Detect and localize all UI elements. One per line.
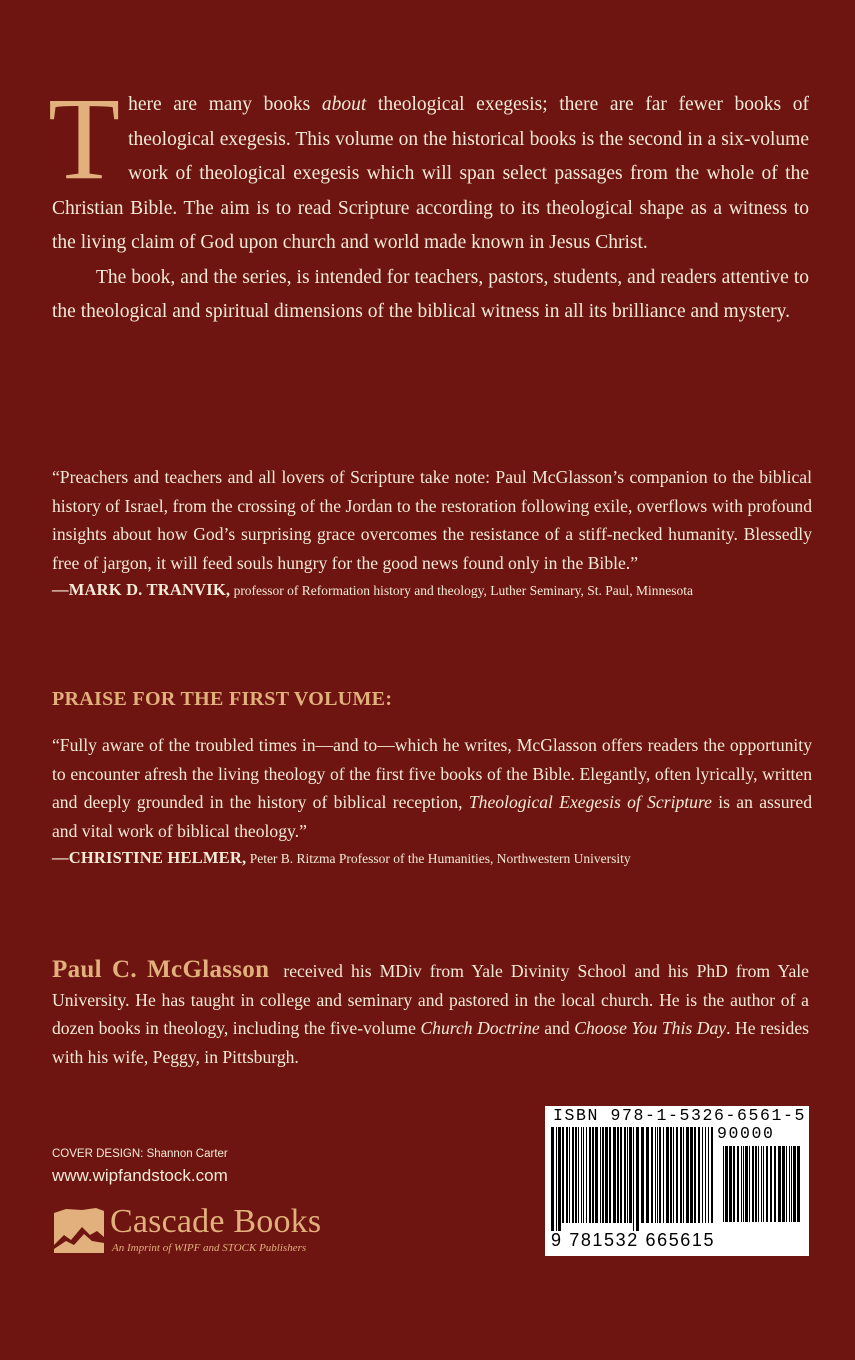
barcode-bar	[657, 1127, 658, 1223]
barcode-bar	[581, 1127, 582, 1223]
barcode-bar	[620, 1127, 622, 1223]
barcode-bar	[636, 1127, 639, 1231]
barcode-bar	[589, 1127, 591, 1223]
barcode-bar	[723, 1146, 724, 1222]
barcode-bar	[655, 1127, 656, 1223]
barcode-bar	[741, 1146, 742, 1222]
barcode-bar	[702, 1127, 703, 1223]
barcode-bar	[627, 1127, 628, 1223]
barcode-bar	[729, 1146, 732, 1222]
barcode-bars	[551, 1127, 717, 1231]
barcode-bar	[572, 1127, 574, 1223]
barcode-bar	[659, 1127, 661, 1223]
praise-heading: PRAISE FOR THE FIRST VOLUME:	[52, 688, 393, 710]
endorsement-tranvik	[52, 463, 812, 604]
barcode-bar	[562, 1127, 564, 1223]
author-name: Paul C. McGlasson	[52, 956, 270, 983]
barcode-bar	[663, 1127, 664, 1223]
barcode-bar	[737, 1146, 739, 1222]
barcode-bar	[575, 1127, 577, 1223]
barcode-bar	[595, 1127, 598, 1223]
barcode-digits: 9 781532 665615	[551, 1230, 716, 1250]
barcode-bar	[791, 1146, 792, 1222]
barcode-bar	[578, 1127, 579, 1223]
barcode-bar	[617, 1127, 619, 1223]
barcode-bar	[673, 1127, 674, 1223]
barcode-bar	[743, 1146, 744, 1222]
barcode-bar	[569, 1127, 570, 1223]
barcode-bar	[670, 1127, 672, 1223]
isbn-barcode	[545, 1106, 809, 1256]
barcode-bar	[583, 1127, 584, 1223]
barcode-bar	[646, 1127, 649, 1223]
barcode-bar	[758, 1146, 759, 1222]
barcode-bar	[686, 1127, 689, 1223]
publisher-logo	[52, 1205, 372, 1261]
barcode-bar	[725, 1146, 728, 1222]
barcode-bar	[600, 1127, 601, 1223]
barcode-bar	[789, 1146, 790, 1222]
barcode-bar	[613, 1127, 616, 1223]
barcode-bar	[698, 1127, 700, 1223]
barcode-bar	[774, 1146, 776, 1222]
barcode-bar	[602, 1127, 604, 1223]
barcode-bar	[694, 1127, 696, 1223]
endorsement-text: “Fully aware of the troubled times in—and to—which he writes, McGlasson offers readers the opportunity to encounter afresh the living theology of the first five books of the Bible. Elegantly, often lyrically, written and deeply grounded in the history of biblical reception, Theological Exegesis of Scripture is an assured and vital work of biblical theology.”	[52, 735, 812, 841]
barcode-bar	[592, 1127, 594, 1223]
barcode-bar	[605, 1127, 608, 1223]
endorser-name: —MARK D. TRANVIK,	[52, 580, 231, 600]
endorser-title: Peter B. Ritzma Professor of the Humanities, Northwestern University	[249, 851, 631, 867]
barcode-bar	[651, 1127, 653, 1223]
blurb-paragraph-1: There are many books about theological exegesis; there are far fewer books of theological exegesis. This volume on the historical books is the second in a six-volume work of theological exegesis which will span select passages from the whole of the Christian Bible. The aim is to read Scripture according to its theological shape as a witness to the living claim of God upon church and world made known in Jesus Christ.	[48, 73, 809, 253]
barcode-bar	[566, 1127, 568, 1223]
cover-design-credit: COVER DESIGN: Shannon Carter	[52, 1148, 228, 1160]
barcode-bar	[711, 1127, 713, 1223]
mountain-icon	[52, 1207, 106, 1257]
back-cover-blurb	[48, 73, 809, 330]
barcode-bar	[752, 1146, 754, 1222]
barcode-bar	[797, 1146, 800, 1222]
barcode-bar	[745, 1146, 748, 1222]
barcode-bar	[749, 1146, 750, 1222]
barcode-bar	[770, 1146, 772, 1222]
publisher-subtitle: An Imprint of WIPF and STOCK Publishers	[112, 1242, 307, 1254]
author-bio: Paul C. McGlasson received his MDiv from Yale Divinity School and his PhD from Yale University. He has taught in college and seminary and pastored in the local church. He is the author of a dozen books in theology, including the five-volume Church Doctrine and Choose You This Day. He resides with his wife, Peggy, in Pittsburgh.	[52, 956, 809, 1067]
barcode-bar	[586, 1127, 587, 1223]
price-barcode-bars	[723, 1146, 803, 1230]
barcode-bar	[690, 1127, 693, 1223]
endorser-name: —CHRISTINE HELMER,	[52, 848, 247, 868]
barcode-bar	[558, 1127, 561, 1231]
barcode-bar	[683, 1127, 684, 1223]
barcode-bar	[666, 1127, 669, 1223]
endorsement-helmer	[52, 731, 812, 872]
price-code: 90000	[717, 1124, 775, 1143]
barcode-bar	[556, 1127, 557, 1231]
barcode-bar	[755, 1146, 757, 1222]
isbn-text: ISBN 978-1-5326-6561-5	[553, 1106, 807, 1125]
barcode-bar	[786, 1146, 787, 1222]
endorsement-attribution	[52, 577, 812, 604]
barcode-bar	[629, 1127, 632, 1223]
drop-cap: T	[48, 73, 121, 204]
endorser-title: professor of Reformation history and theology, Luther Seminary, St. Paul, Minnesota	[233, 583, 693, 599]
endorsement-text: “Preachers and teachers and all lovers of Scripture take note: Paul McGlasson’s companion to the biblical history of Israel, from the crossing of the Jordan to the restoration following exile, overflows with profound insights about how God’s surprising grace overcomes the resistance of a stiff-necked humanity. Blessedly free of jargon, it will feed souls hungry for the good news found only in the Bible.”	[52, 467, 812, 573]
barcode-bar	[778, 1146, 781, 1222]
barcode-bar	[705, 1127, 706, 1223]
publisher-name: Cascade Books	[110, 1203, 322, 1240]
barcode-bar	[782, 1146, 785, 1222]
barcode-bar	[676, 1127, 678, 1223]
barcode-bar	[761, 1146, 762, 1222]
barcode-bar	[766, 1146, 768, 1222]
barcode-bar	[633, 1127, 634, 1231]
barcode-bar	[641, 1127, 644, 1223]
barcode-bar	[551, 1127, 554, 1231]
barcode-bar	[793, 1146, 796, 1222]
barcode-bar	[624, 1127, 626, 1223]
barcode-bar	[609, 1127, 611, 1223]
barcode-bar	[680, 1127, 682, 1223]
barcode-bar	[708, 1127, 709, 1223]
barcode-bar	[763, 1146, 764, 1222]
barcode-bar	[733, 1146, 735, 1222]
blurb-paragraph-2: The book, and the series, is intended for teachers, pastors, students, and readers attentive to the theological and spiritual dimensions of the biblical witness in all its brilliance and mystery.	[52, 266, 809, 322]
endorsement-attribution	[52, 845, 812, 872]
publisher-website[interactable]: www.wipfandstock.com	[52, 1166, 228, 1185]
